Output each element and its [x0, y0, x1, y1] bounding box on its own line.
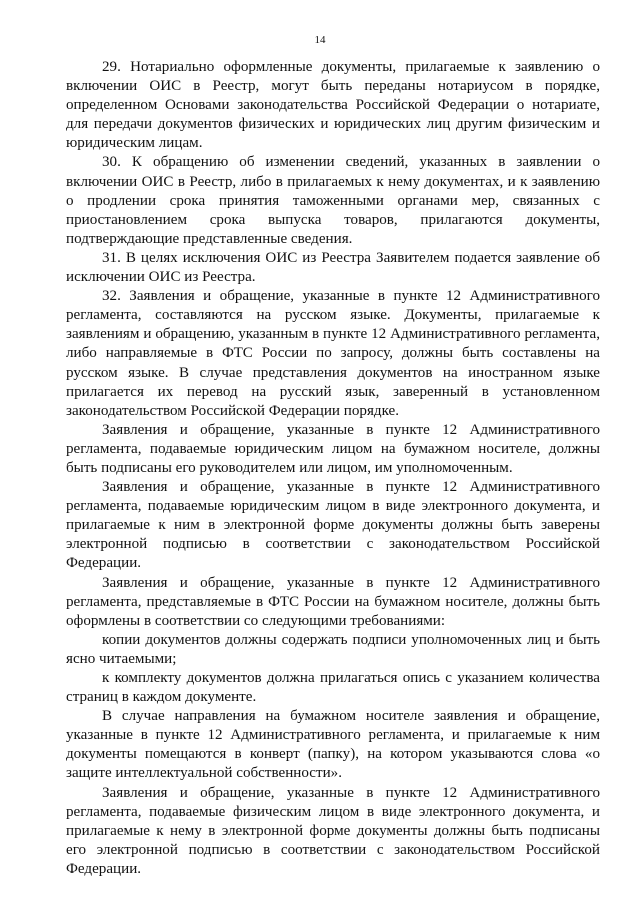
paragraph-32: 32. Заявления и обращение, указанные в пункте 12 Административного регламента, составляются на русском языке. Документы, прилагаемые к заявлениям и обращению, указанным в пункте 12 Административного регламента, либо направляемые в ФТС России по запросу, должны быть составлены на русском языке. В случае представления документов на иностранном языке прилагается их перевод на русский язык, заверенный в установленном законодательством Российской Федерации порядке.	[66, 288, 600, 419]
requirement-inventory: к комплекту документов должна прилагаться опись с указанием количества страниц в каждом документе.	[66, 670, 600, 706]
requirement-copies: копии документов должны содержать подписи уполномоченных лиц и быть ясно читаемыми;	[66, 631, 600, 667]
paragraph-paper-legal-entity: Заявления и обращение, указанные в пункте 12 Административного регламента, подаваемые юридическим лицом на бумажном носителе, должны быть подписаны его руководителем или лицом, им уполномоченным.	[66, 421, 600, 476]
paragraph-paper-requirements: Заявления и обращение, указанные в пункте 12 Административного регламента, представляемые в ФТС России на бумажном носителе, должны быть оформлены в соответствии со следующими требованиями:	[66, 574, 600, 629]
paragraph-electronic-legal-entity: Заявления и обращение, указанные в пункте 12 Административного регламента, подаваемые юридическим лицом в виде электронного документа, и прилагаемые к ним в электронной форме документы должны быть заверены электронной подписью в соответствии с законодательством Российской Федерации.	[66, 479, 600, 572]
document-body	[66, 58, 600, 879]
paragraph-31: 31. В целях исключения ОИС из Реестра Заявителем подается заявление об исключении ОИС из Реестра.	[66, 249, 600, 286]
paragraph-29: 29. Нотариально оформленные документы, прилагаемые к заявлению о включении ОИС в Реестр, могут быть переданы нотариусом в порядке, определенном Основами законодательства Российской Федерации о нотариате, для передачи документов физических и юридических лиц другим физическим и юридическим лицам.	[66, 59, 600, 152]
page-number: 14	[314, 34, 326, 46]
paragraph-envelope: В случае направления на бумажном носителе заявления и обращение, указанные в пункте 12 Административного регламента, и прилагаемые к ним документы помещаются в конверт (папку), на котором указываются слова «о защите интеллектуальной собственности».	[66, 708, 600, 782]
paragraph-electronic-individual: Заявления и обращение, указанные в пункте 12 Административного регламента, подаваемые физическим лицом в виде электронного документа, и прилагаемые к нему в электронной форме документы должны быть подписаны его электронной подписью в соответствии с законодательством Российской Федерации.	[66, 784, 600, 877]
paragraph-30: 30. К обращению об изменении сведений, указанных в заявлении о включении ОИС в Реестр, либо в прилагаемых к нему документах, и к заявлению о продлении срока принятия таможенными органами мер, связанных с приостановлением срока выпуска товаров, прилагаются документы, подтверждающие представленные сведения.	[66, 154, 600, 247]
